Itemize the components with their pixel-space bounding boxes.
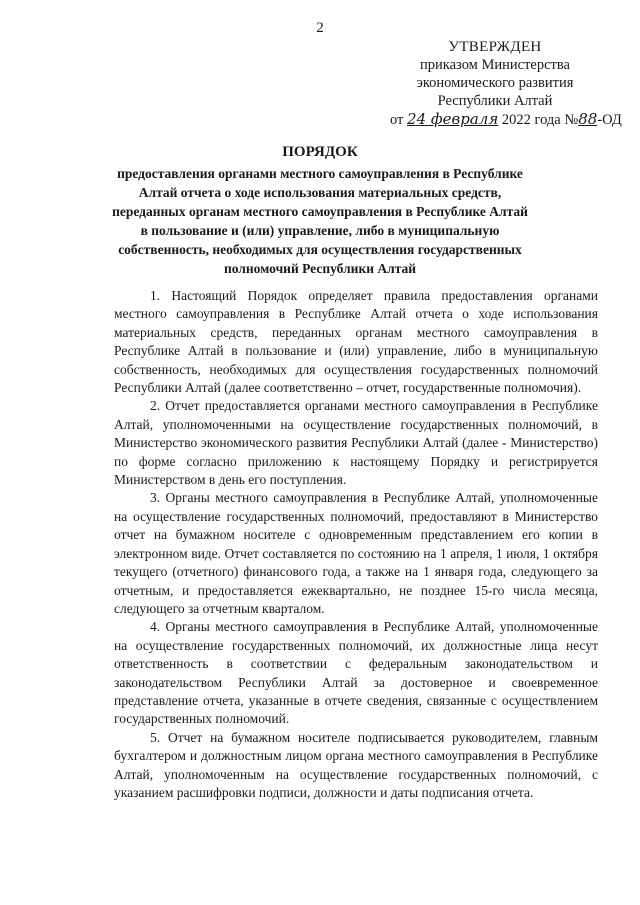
- document-subtitle: предоставления органами местного самоуправления в Республике Алтай отчета о ходе использования материальных средств, переданных органам местного самоуправления в Республике Алтай в пользование и (или) управление, либо в муниципальную собственность, необходимых для осуществления государственных полномочий Республики Алтай: [112, 166, 528, 276]
- approval-title: УТВЕРЖДЕН: [448, 39, 542, 55]
- date-year: 2022 года: [501, 112, 561, 128]
- approval-stamp: [390, 38, 622, 129]
- handwritten-number: 88: [578, 110, 598, 128]
- number-prefix: №: [564, 112, 579, 128]
- approval-line: приказом Министерства: [420, 57, 570, 73]
- approval-date-line: [390, 110, 622, 129]
- date-prefix: от: [390, 112, 404, 128]
- handwritten-date: 24 февраля: [407, 110, 499, 128]
- paragraph: 1. Настоящий Порядок определяет правила предоставления органами местного самоуправления в Республике Алтай отчета о ходе использования материальных средств, переданных органам местного самоуправления в Республике Алтай в пользование и (или) управление, либо в муниципальную собственность, необходимых для осуществления государственных полномочий Республики Алтай (далее соответственно – отчет, государственные полномочия).: [114, 288, 598, 396]
- paragraph: 5. Отчет на бумажном носителе подписывается руководителем, главным бухгалтером и должностным лицом органа местного самоуправления в Республике Алтай, уполномоченным на осуществление государственных полномочий, с указанием расшифровки подписи, должности и даты подписания отчета.: [114, 729, 598, 800]
- number-suffix: -ОД: [597, 112, 622, 128]
- page-number: 2: [316, 20, 324, 36]
- approval-line: экономического развития: [416, 75, 574, 91]
- document-title: ПОРЯДОК: [282, 144, 358, 160]
- paragraph: 4. Органы местного самоуправления в Республике Алтай, уполномоченные на осуществление государственных полномочий, их должностные лица несут ответственность в соответствии с федеральным законодательством и законодательством Республики Алтай за достоверное и своевременное представление отчета, указанные в отчете сведения, связанные с осуществлением государственных полномочий.: [114, 619, 598, 727]
- paragraph: 3. Органы местного самоуправления в Республике Алтай, уполномоченные на осуществление государственных полномочий, предоставляют в Министерство отчет на бумажном носителе с одновременным представлением его копии в электронном виде. Отчет составляется по состоянию на 1 апреля, 1 июля, 1 октября текущего (отчетного) финансового года, а также на 1 января года, следующего за отчетным, и предоставляется ежеквартально, не позднее 15-го числа месяца, следующего за отчетным кварталом.: [114, 490, 598, 616]
- approval-line: Республики Алтай: [437, 93, 553, 109]
- paragraph: 2. Отчет предоставляется органами местного самоуправления в Республике Алтай, уполномоченными на осуществление государственных полномочий, в Министерство экономического развития Республики Алтай (далее - Министерство) по форме согласно приложению к настоящему Порядку и регистрируется Министерством в день его поступления.: [114, 398, 598, 488]
- document-body: [114, 287, 598, 802]
